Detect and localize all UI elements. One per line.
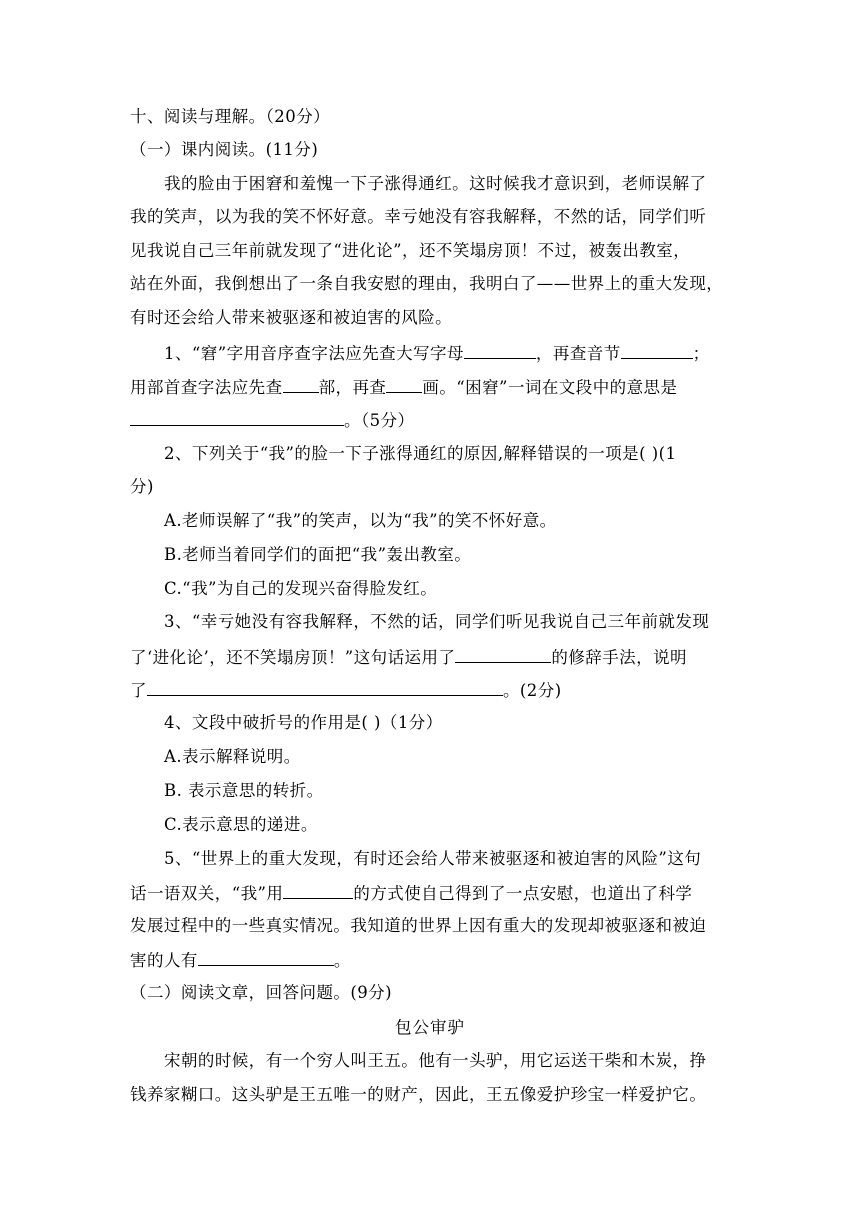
q1-text: 画。“困窘”一词在文段中的意思是 [422, 378, 678, 397]
q1-text: 用部首查字法应先查 [130, 378, 283, 397]
q1-answer-blank[interactable] [464, 341, 536, 359]
question-1 [164, 341, 740, 363]
q5-answer-blank[interactable] [198, 948, 334, 966]
passage1-line: 我的笑声，以为我的笑不怀好意。幸亏她没有容我解释，不然的话，同学们听 [130, 207, 707, 226]
q1-answer-blank[interactable] [283, 375, 319, 393]
q1-answer-blank[interactable] [621, 341, 693, 359]
passage1-line: 我的脸由于困窘和羞愧一下子涨得通红。这时候我才意识到，老师误解了 [164, 174, 707, 193]
question-1 [130, 375, 740, 397]
question-5 [130, 881, 740, 903]
q3-text: 了 [130, 681, 147, 700]
q5-text: 的方式使自己得到了一点安慰，也道出了科学 [353, 884, 693, 903]
q2-option-a: A.老师误解了“我”的笑声，以为“我”的笑不怀好意。 [164, 511, 557, 530]
q4-option-c: C.表示意思的递进。 [164, 815, 318, 834]
question-4: 4、文段中破折号的作用是( )（1分） [164, 713, 443, 732]
question-2: 2、下列关于“我”的脸一下子涨得通红的原因,解释错误的一项是( )(1 [164, 444, 677, 463]
q1-answer-blank[interactable] [130, 408, 344, 426]
question-2: 分) [130, 477, 154, 496]
passage1-line: 有时还会给人带来被驱逐和被迫害的风险。 [130, 308, 453, 327]
q1-text: ； [692, 344, 710, 363]
section-title: 十、阅读与理解。（20分） [130, 107, 331, 126]
q5-text: 害的人有 [130, 951, 198, 970]
question-5 [130, 948, 740, 970]
q1-text: 部，再查 [318, 378, 387, 397]
passage2-line: 钱养家糊口。这头驴是王五唯一的财产，因此，王五像爱护珍宝一样爱护它。 [130, 1085, 707, 1104]
q1-text: ，再查音节 [535, 344, 621, 363]
story-title: 包公审驴 [395, 1018, 465, 1037]
q3-answer-blank[interactable] [147, 678, 503, 696]
question-5: 5、“世界上的重大发现，有时还会给人带来被驱逐和被迫害的风险”这句 [164, 849, 702, 868]
q4-option-a: A.表示解释说明。 [164, 747, 301, 766]
q5-answer-blank[interactable] [283, 881, 353, 899]
q1-text: 1、“窘”字用音序查字法应先查大写字母 [164, 344, 464, 363]
question-1 [130, 408, 740, 430]
q2-option-b: B.老师当着同学们的面把“我”轰出教室。 [164, 545, 472, 564]
q1-answer-blank[interactable] [386, 375, 422, 393]
q2-option-c: C.“我”为自己的发现兴奋得脸发红。 [164, 579, 438, 598]
q3-text: 。(2分) [502, 681, 562, 700]
question-3 [130, 678, 740, 700]
q5-text: 话一语双关，“我”用 [130, 884, 284, 903]
question-3: 3、“幸亏她没有容我解释，不然的话，同学们听见我说自己三年前就发现 [164, 612, 710, 631]
passage1-line: 站在外面，我倒想出了一条自我安慰的理由，我明白了——世界上的重大发现， [130, 274, 724, 293]
part1-heading: （一）课内阅读。(11分) [130, 140, 319, 159]
passage1-line: 见我说自己三年前就发现了“进化论”，还不笑塌房顶！不过，被轰出教室， [130, 241, 691, 260]
question-3 [130, 645, 740, 667]
q1-text: 。（5分） [344, 411, 415, 430]
passage2-line: 宋朝的时候，有一个穷人叫王五。他有一头驴，用它运送干柴和木炭，挣 [164, 1051, 707, 1070]
q5-text: 。 [333, 951, 351, 970]
q3-text: 的修辞手法，说明 [551, 648, 687, 667]
q3-text: 了‘进化论’，还不笑塌房顶！”这句话运用了 [130, 648, 456, 667]
part2-heading: （二）阅读文章，回答问题。(9分) [130, 983, 393, 1002]
q3-answer-blank[interactable] [455, 645, 551, 663]
question-5: 发展过程中的一些真实情况。我知道的世界上因有重大的发现却被驱逐和被迫 [130, 916, 707, 935]
q4-option-b: B. 表示意思的转折。 [164, 781, 324, 800]
